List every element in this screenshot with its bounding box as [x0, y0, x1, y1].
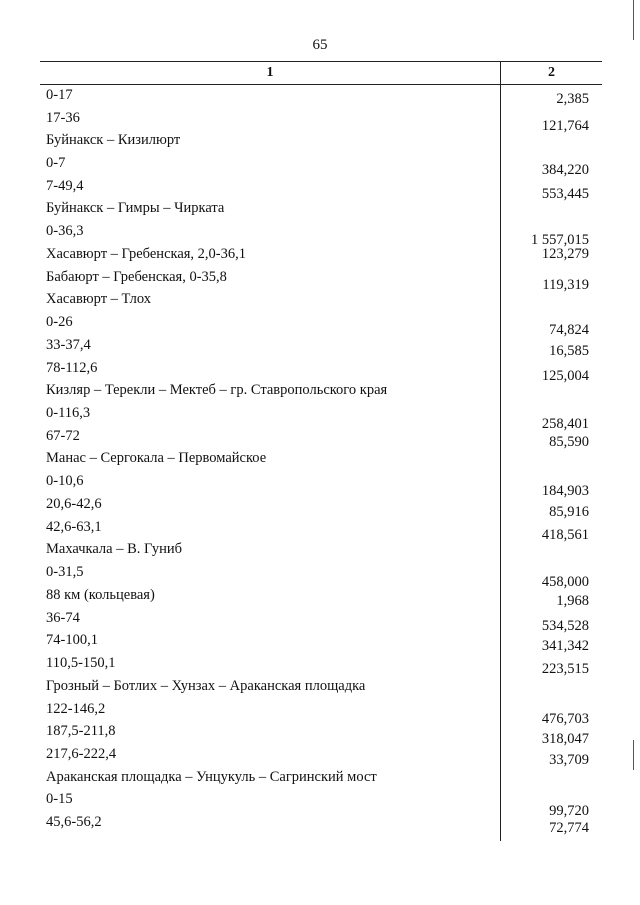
row-name: Араканская площадка – Унцукуль – Сагринский мост	[46, 769, 377, 785]
row-name: 42,6-63,1	[46, 519, 102, 535]
row-name: 0-36,3	[46, 223, 84, 239]
table-row	[40, 789, 602, 819]
row-value: 476,703	[541, 711, 589, 727]
row-value: 125,004	[541, 368, 589, 384]
row-value: 33,709	[549, 752, 589, 768]
row-name: Грозный – Ботлих – Хунзах – Араканская площадка	[46, 678, 366, 694]
row-name: 0-10,6	[46, 473, 84, 489]
row-value: 184,903	[541, 483, 589, 499]
row-value: 2,385	[556, 91, 589, 107]
row-name: 67-72	[46, 428, 80, 444]
table-row	[40, 562, 602, 590]
row-name: 20,6-42,6	[46, 496, 102, 512]
table-row	[40, 699, 602, 727]
table-row	[40, 403, 602, 432]
table-row	[40, 426, 602, 450]
row-name: 7-49,4	[46, 178, 84, 194]
table-row	[40, 448, 602, 468]
row-value: 85,916	[549, 504, 589, 520]
row-value: 1,968	[556, 593, 589, 609]
row-value: 99,720	[549, 803, 589, 819]
table-row	[40, 744, 602, 768]
table-top-border	[40, 61, 602, 62]
row-value: 16,585	[549, 343, 589, 359]
table-row	[40, 494, 602, 520]
row-value: 223,515	[541, 661, 589, 677]
row-value: 121,764	[541, 118, 589, 134]
row-name: 0-116,3	[46, 405, 91, 421]
table-row	[40, 358, 602, 384]
row-value: 123,279	[541, 246, 589, 262]
row-name: Буйнакск – Гимры – Чирката	[46, 200, 225, 216]
row-name: 110,5-150,1	[46, 655, 116, 671]
row-name: Кизляр – Терекли – Мектеб – гр. Ставропольского края	[46, 382, 388, 398]
table-row	[40, 585, 602, 609]
table-row	[40, 539, 602, 559]
row-name: Бабаюрт – Гребенская, 0-35,8	[46, 269, 227, 285]
row-name: 36-74	[46, 610, 80, 626]
row-value: 72,774	[549, 820, 589, 836]
row-name: Буйнакск – Кизилюрт	[46, 132, 181, 148]
column-header-value: 2	[548, 65, 555, 80]
row-value: 1 557,015	[531, 232, 589, 248]
row-value: 258,401	[541, 416, 589, 432]
row-value: 85,590	[549, 434, 589, 450]
table-row	[40, 130, 602, 150]
table-row	[40, 85, 602, 105]
table-row	[40, 267, 602, 293]
row-name: Хасавюрт – Тлох	[46, 291, 152, 307]
row-value: 418,561	[541, 527, 589, 543]
scan-edge-mark	[633, 0, 634, 40]
table-row	[40, 630, 602, 654]
row-name: 217,6-222,4	[46, 746, 117, 762]
row-value: 458,000	[541, 574, 589, 590]
row-name: Манас – Сергокала – Первомайское	[46, 450, 267, 466]
row-name: 187,5-211,8	[46, 723, 116, 739]
row-name: 33-37,4	[46, 337, 91, 353]
row-value: 534,528	[541, 618, 589, 634]
row-name: 88 км (кольцевая)	[46, 587, 155, 603]
table-row	[40, 153, 602, 178]
road-table	[40, 61, 602, 841]
table-row	[40, 608, 602, 634]
row-name: 0-31,5	[46, 564, 84, 580]
row-value: 341,342	[541, 638, 589, 654]
table-row	[40, 653, 602, 677]
row-name: 0-17	[46, 87, 73, 103]
row-name: 0-7	[46, 155, 66, 171]
row-name: Хасавюрт – Гребенская, 2,0-36,1	[46, 246, 247, 262]
column-header-name: 1	[266, 65, 274, 80]
table-row	[40, 335, 602, 359]
row-value: 119,319	[542, 277, 589, 293]
table-row	[40, 767, 602, 787]
table-row	[40, 289, 602, 309]
page-number: 65	[312, 37, 328, 53]
table-row	[40, 721, 602, 747]
table-row	[40, 380, 602, 400]
table-row	[40, 471, 602, 499]
table-row	[40, 812, 602, 836]
row-name: 74-100,1	[46, 632, 98, 648]
row-value: 318,047	[541, 731, 589, 747]
row-name: Махачкала – В. Гуниб	[46, 541, 182, 557]
row-value: 384,220	[541, 162, 589, 178]
row-value: 74,824	[549, 322, 589, 338]
row-name: 0-26	[46, 314, 73, 330]
row-name: 78-112,6	[46, 360, 98, 376]
table-row	[40, 198, 602, 218]
table-row	[40, 221, 602, 248]
scan-edge-mark	[633, 740, 634, 770]
row-name: 122-146,2	[46, 701, 106, 717]
row-name: 0-15	[46, 791, 73, 807]
table-row	[40, 517, 602, 543]
row-name: 17-36	[46, 110, 80, 126]
table-row	[40, 676, 602, 696]
table-row	[40, 244, 602, 264]
table-row	[40, 108, 602, 134]
table-row	[40, 176, 602, 202]
row-name: 45,6-56,2	[46, 814, 102, 830]
table-row	[40, 312, 602, 338]
row-value: 553,445	[541, 186, 589, 202]
